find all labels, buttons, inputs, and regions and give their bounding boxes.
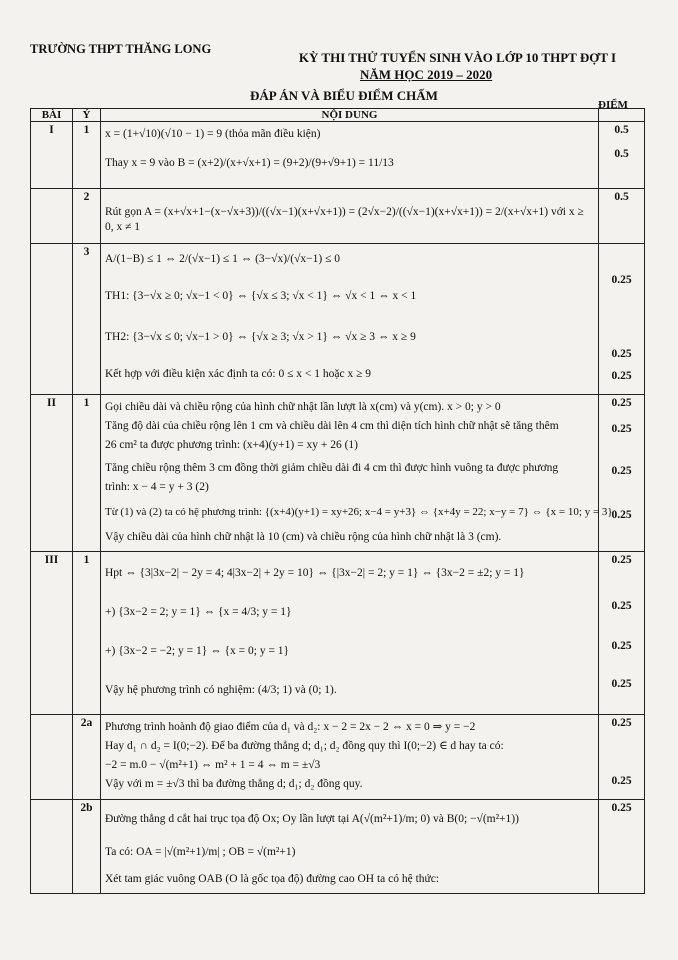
- content-line: Ta có: OA = |√(m²+1)/m| ; OB = √(m²+1): [105, 846, 296, 858]
- point-value: 0.25: [611, 600, 632, 612]
- points-cell: [599, 800, 645, 894]
- point-value: 0.5: [614, 148, 629, 160]
- school-name: TRƯỜNG THPT THĂNG LONG: [30, 42, 212, 56]
- answer-key-title: ĐÁP ÁN VÀ BIỂU ĐIỂM CHẤM: [250, 88, 438, 103]
- points-cell: [599, 244, 645, 395]
- content-line: Vậy với m = ±√3 thì ba đường thẳng d; d₁; d₂ đồng quy.: [105, 778, 363, 790]
- points-cell: [599, 189, 645, 244]
- point-value: 0.25: [611, 717, 632, 729]
- col-bai: BÀI: [31, 109, 73, 122]
- points-column-header: ĐIỂM: [598, 99, 628, 111]
- y-cell: 2a: [73, 715, 101, 800]
- content-cell: [101, 122, 599, 189]
- content-line: Rút gọn A = (x+√x+1−(x−√x+3))/((√x−1)(x+√x+1)) = (2√x−2)/((√x−1)(x+√x+1)) = 2/(x+√x+1) với x ≥ 0, x ≠ 1: [105, 206, 584, 233]
- answer-table: [30, 108, 645, 894]
- bai-cell: [31, 244, 73, 395]
- y-cell: 1: [73, 122, 101, 189]
- point-value: 0.5: [614, 191, 629, 203]
- point-value: 0.25: [611, 370, 632, 382]
- table-header-row: [31, 109, 645, 122]
- table-row: [31, 122, 645, 189]
- table-row: [31, 800, 645, 894]
- content-line: Hay d₁ ∩ d₂ = I(0;−2). Để ba đường thẳng d; d₁; d₂ đồng quy thì I(0;−2) ∈ d hay ta có:: [105, 740, 504, 752]
- table-row: [31, 395, 645, 552]
- content-line: −2 = m.0 − √(m²+1) ⇔ m² + 1 = 4 ⇔ m = ±√3: [105, 759, 321, 771]
- content-line: A/(1−B) ≤ 1 ⇔ 2/(√x−1) ≤ 1 ⇔ (3−√x)/(√x−1) ≤ 0: [105, 253, 341, 265]
- content-line: x = (1+√10)(√10 − 1) = 9 (thỏa mãn điều kiện): [105, 128, 321, 140]
- point-value: 0.25: [611, 775, 632, 787]
- y-cell: 1: [73, 395, 101, 552]
- content-cell: [101, 244, 599, 395]
- point-value: 0.25: [611, 465, 632, 477]
- points-cell: [599, 395, 645, 552]
- content-line: +) {3x−2 = −2; y = 1} ⇔ {x = 0; y = 1}: [105, 645, 290, 657]
- col-content: NỘI DUNG: [101, 109, 599, 122]
- col-y: Ý: [73, 109, 101, 122]
- exam-year: NĂM HỌC 2019 – 2020: [360, 67, 493, 82]
- y-cell: 2b: [73, 800, 101, 894]
- content-line: Tăng chiều rộng thêm 3 cm đồng thời giảm chiều dài đi 4 cm thì được hình vuông ta được phương: [105, 462, 559, 474]
- content-cell: [101, 395, 613, 552]
- content-line: Kết hợp với điều kiện xác định ta có: 0 ≤ x < 1 hoặc x ≥ 9: [105, 368, 372, 380]
- point-value: 0.25: [611, 640, 632, 652]
- content-line: trình: x − 4 = y + 3 (2): [105, 481, 209, 493]
- content-cell: [101, 552, 599, 715]
- content-line: Hpt ⇔ {3|3x−2| − 2y = 4; 4|3x−2| + 2y = 10} ⇔ {|3x−2| = 2; y = 1} ⇔ {3x−2 = ±2; y = 1}: [105, 567, 525, 579]
- bai-cell: [31, 715, 73, 800]
- content-line: Thay x = 9 vào B = (x+2)/(x+√x+1) = (9+2)/(9+√9+1) = 11/13: [105, 157, 394, 169]
- exam-title: KỲ THI THỬ TUYỂN SINH VÀO LỚP 10 THPT ĐỢT I: [298, 50, 617, 65]
- content-line: Phương trình hoành độ giao điểm của d₁ và d₂: x − 2 = 2x − 2 ⇔ x = 0 ⇒ y = −2: [105, 721, 476, 733]
- bai-cell: [31, 189, 73, 244]
- y-cell: 2: [73, 189, 101, 244]
- content-line: TH1: {3−√x ≥ 0; √x−1 < 0} ⇔ {√x ≤ 3; √x < 1} ⇔ √x < 1 ⇔ x < 1: [105, 290, 417, 302]
- point-value: 0.25: [611, 678, 632, 690]
- bai-cell: [31, 800, 73, 894]
- y-cell: 3: [73, 244, 101, 395]
- y-cell: 1: [73, 552, 101, 715]
- point-value: 0.25: [611, 397, 632, 409]
- point-value: 0.25: [611, 423, 632, 435]
- point-value: 0.25: [611, 509, 632, 521]
- table-row: [31, 715, 645, 800]
- content-line: Vậy chiều dài của hình chữ nhật là 10 (cm) và chiều rộng của hình chữ nhật là 3 (cm).: [105, 531, 502, 543]
- bai-cell: I: [31, 122, 73, 189]
- content-line: Xét tam giác vuông OAB (O là gốc tọa độ) đường cao OH ta có hệ thức:: [105, 873, 440, 885]
- content-line: TH2: {3−√x ≤ 0; √x−1 > 0} ⇔ {√x ≥ 3; √x > 1} ⇔ √x ≥ 3 ⇔ x ≥ 9: [105, 331, 416, 343]
- content-line: Gọi chiều dài và chiều rộng của hình chữ nhật lần lượt là x(cm) và y(cm). x > 0; y > 0: [105, 401, 501, 413]
- content-line: Tăng độ dài của chiều rộng lên 1 cm và chiều dài lên 4 cm thì diện tích hình chữ nhật sẽ tăng thêm: [105, 420, 559, 432]
- content-line: Từ (1) và (2) ta có hệ phương trình: {(x+4)(y+1) = xy+26; x−4 = y+3} ⇔ {x+4y = 22; x−y = 7} ⇔ {x = 10; y = 3}: [105, 506, 613, 518]
- points-cell: [599, 715, 645, 800]
- table-row: [31, 189, 645, 244]
- point-value: 0.25: [611, 554, 632, 566]
- point-value: 0.25: [611, 348, 632, 360]
- table-row: [31, 552, 645, 715]
- content-cell: [101, 715, 599, 800]
- point-value: 0.25: [611, 802, 632, 814]
- point-value: 0.5: [614, 124, 629, 136]
- content-cell: [101, 800, 599, 894]
- content-cell: [101, 189, 599, 244]
- content-line: +) {3x−2 = 2; y = 1} ⇔ {x = 4/3; y = 1}: [105, 606, 292, 618]
- bai-cell: III: [31, 552, 73, 715]
- points-cell: [599, 552, 645, 715]
- table-row: [31, 244, 645, 395]
- bai-cell: II: [31, 395, 73, 552]
- content-line: Đường thẳng d cắt hai trục tọa độ Ox; Oy lần lượt tại A(√(m²+1)/m; 0) và B(0; −√(m²+1)): [105, 813, 519, 825]
- col-points: [599, 109, 645, 122]
- points-cell: [599, 122, 645, 189]
- point-value: 0.25: [611, 274, 632, 286]
- content-line: Vậy hệ phương trình có nghiệm: (4/3; 1) và (0; 1).: [105, 684, 337, 696]
- content-line: 26 cm² ta được phương trình: (x+4)(y+1) = xy + 26 (1): [105, 439, 358, 451]
